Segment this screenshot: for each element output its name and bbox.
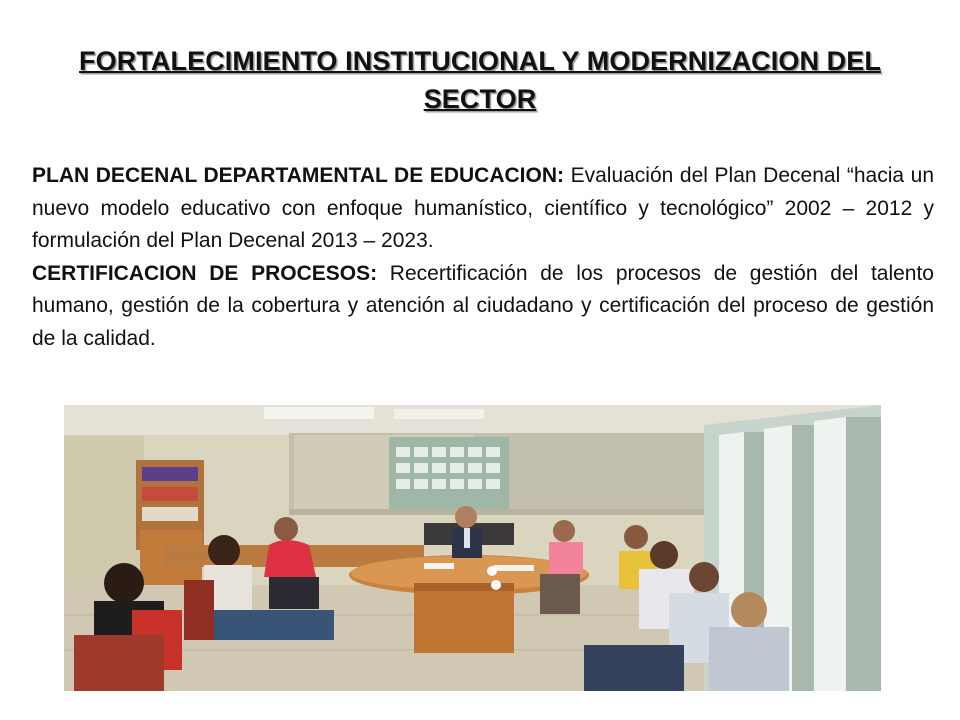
paragraph-text: Evaluación del Plan Decenal “hacia un nuevo modelo educativo con enfoque humanístico, científico y tecnológico” 2002 – 2012 y formulación del Plan Decenal 2013 – 2023.: [32, 164, 934, 252]
paragraph-text: Recertificación de los procesos de gestión del talento humano, gestión de la cobertura y atención al ciudadano y certificación del proceso de gestión de la calidad.: [32, 261, 934, 350]
slide-body: [32, 160, 934, 355]
paragraph-label: CERTIFICACION DE PROCESOS:: [32, 261, 378, 285]
paragraph-label: PLAN DECENAL DEPARTAMENTAL DE EDUCACION:: [32, 164, 564, 187]
meeting-photo: [64, 405, 881, 691]
slide-title: FORTALECIMIENTO INSTITUCIONAL Y MODERNIZACION DEL SECTOR: [79, 46, 881, 114]
meeting-photo-illustration: [64, 405, 881, 691]
paragraph-certificacion: [32, 258, 934, 356]
paragraph-plan-decenal: [32, 160, 934, 258]
